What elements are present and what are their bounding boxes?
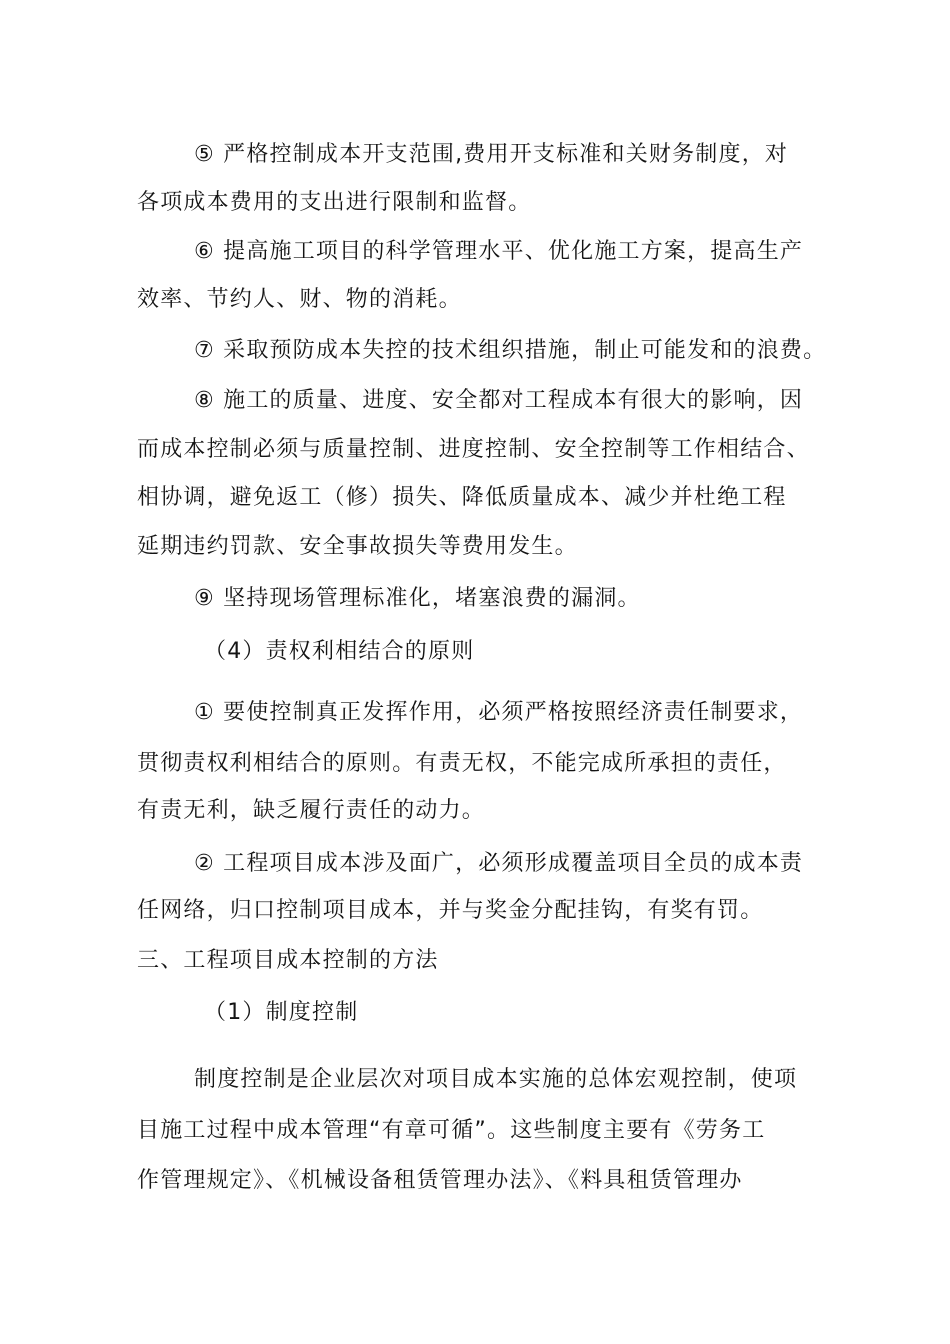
paragraph-line: 制度控制是企业层次对项目成本实施的总体宏观控制，使项 bbox=[194, 1067, 798, 1092]
paragraph-line: 而成本控制必须与质量控制、进度控制、安全控制等工作相结合、 bbox=[137, 437, 810, 462]
paragraph-line: 延期违约罚款、安全事故损失等费用发生。 bbox=[137, 534, 578, 559]
paragraph-line: ⑤ 严格控制成本开支范围,费用开支标准和关财务制度，对 bbox=[194, 142, 789, 167]
paragraph-line: ② 工程项目成本涉及面广，必须形成覆盖项目全员的成本责 bbox=[194, 851, 804, 876]
paragraph-line: ① 要使控制真正发挥作用，必须严格按照经济责任制要求， bbox=[194, 700, 804, 725]
paragraph-line: 目施工过程中成本管理“有章可循”。这些制度主要有《劳务工 bbox=[137, 1118, 766, 1143]
paragraph-line: ⑧ 施工的质量、进度、安全都对工程成本有很大的影响，因 bbox=[194, 388, 804, 413]
paragraph-line: ⑨ 坚持现场管理标准化，堵塞浪费的漏洞。 bbox=[194, 586, 641, 611]
paragraph-line: 贯彻责权利相结合的原则。有责无权，不能完成所承担的责任， bbox=[137, 751, 787, 776]
section-subheading: （1）制度控制 bbox=[204, 1000, 359, 1025]
paragraph-line: 各项成本费用的支出进行限制和监督。 bbox=[137, 190, 532, 215]
paragraph-line: ⑥ 提高施工项目的科学管理水平、优化施工方案，提高生产 bbox=[194, 239, 804, 264]
section-heading: 三、工程项目成本控制的方法 bbox=[137, 948, 439, 973]
paragraph-line: 作管理规定》、《机械设备租赁管理办法》、《料具租赁管理办 bbox=[137, 1168, 743, 1193]
paragraph-line: 效率、节约人、财、物的消耗。 bbox=[137, 287, 462, 312]
paragraph-line: 任网络，归口控制项目成本，并与奖金分配挂钩，有奖有罚。 bbox=[137, 898, 764, 923]
paragraph-line: ⑦ 采取预防成本失控的技术组织措施，制止可能发和的浪费。 bbox=[194, 338, 827, 363]
section-subheading: （4）责权利相结合的原则 bbox=[204, 639, 475, 664]
paragraph-line: 相协调，避免返工（修）损失、降低质量成本、减少并杜绝工程 bbox=[137, 485, 787, 510]
paragraph-line: 有责无利，缺乏履行责任的动力。 bbox=[137, 798, 486, 823]
